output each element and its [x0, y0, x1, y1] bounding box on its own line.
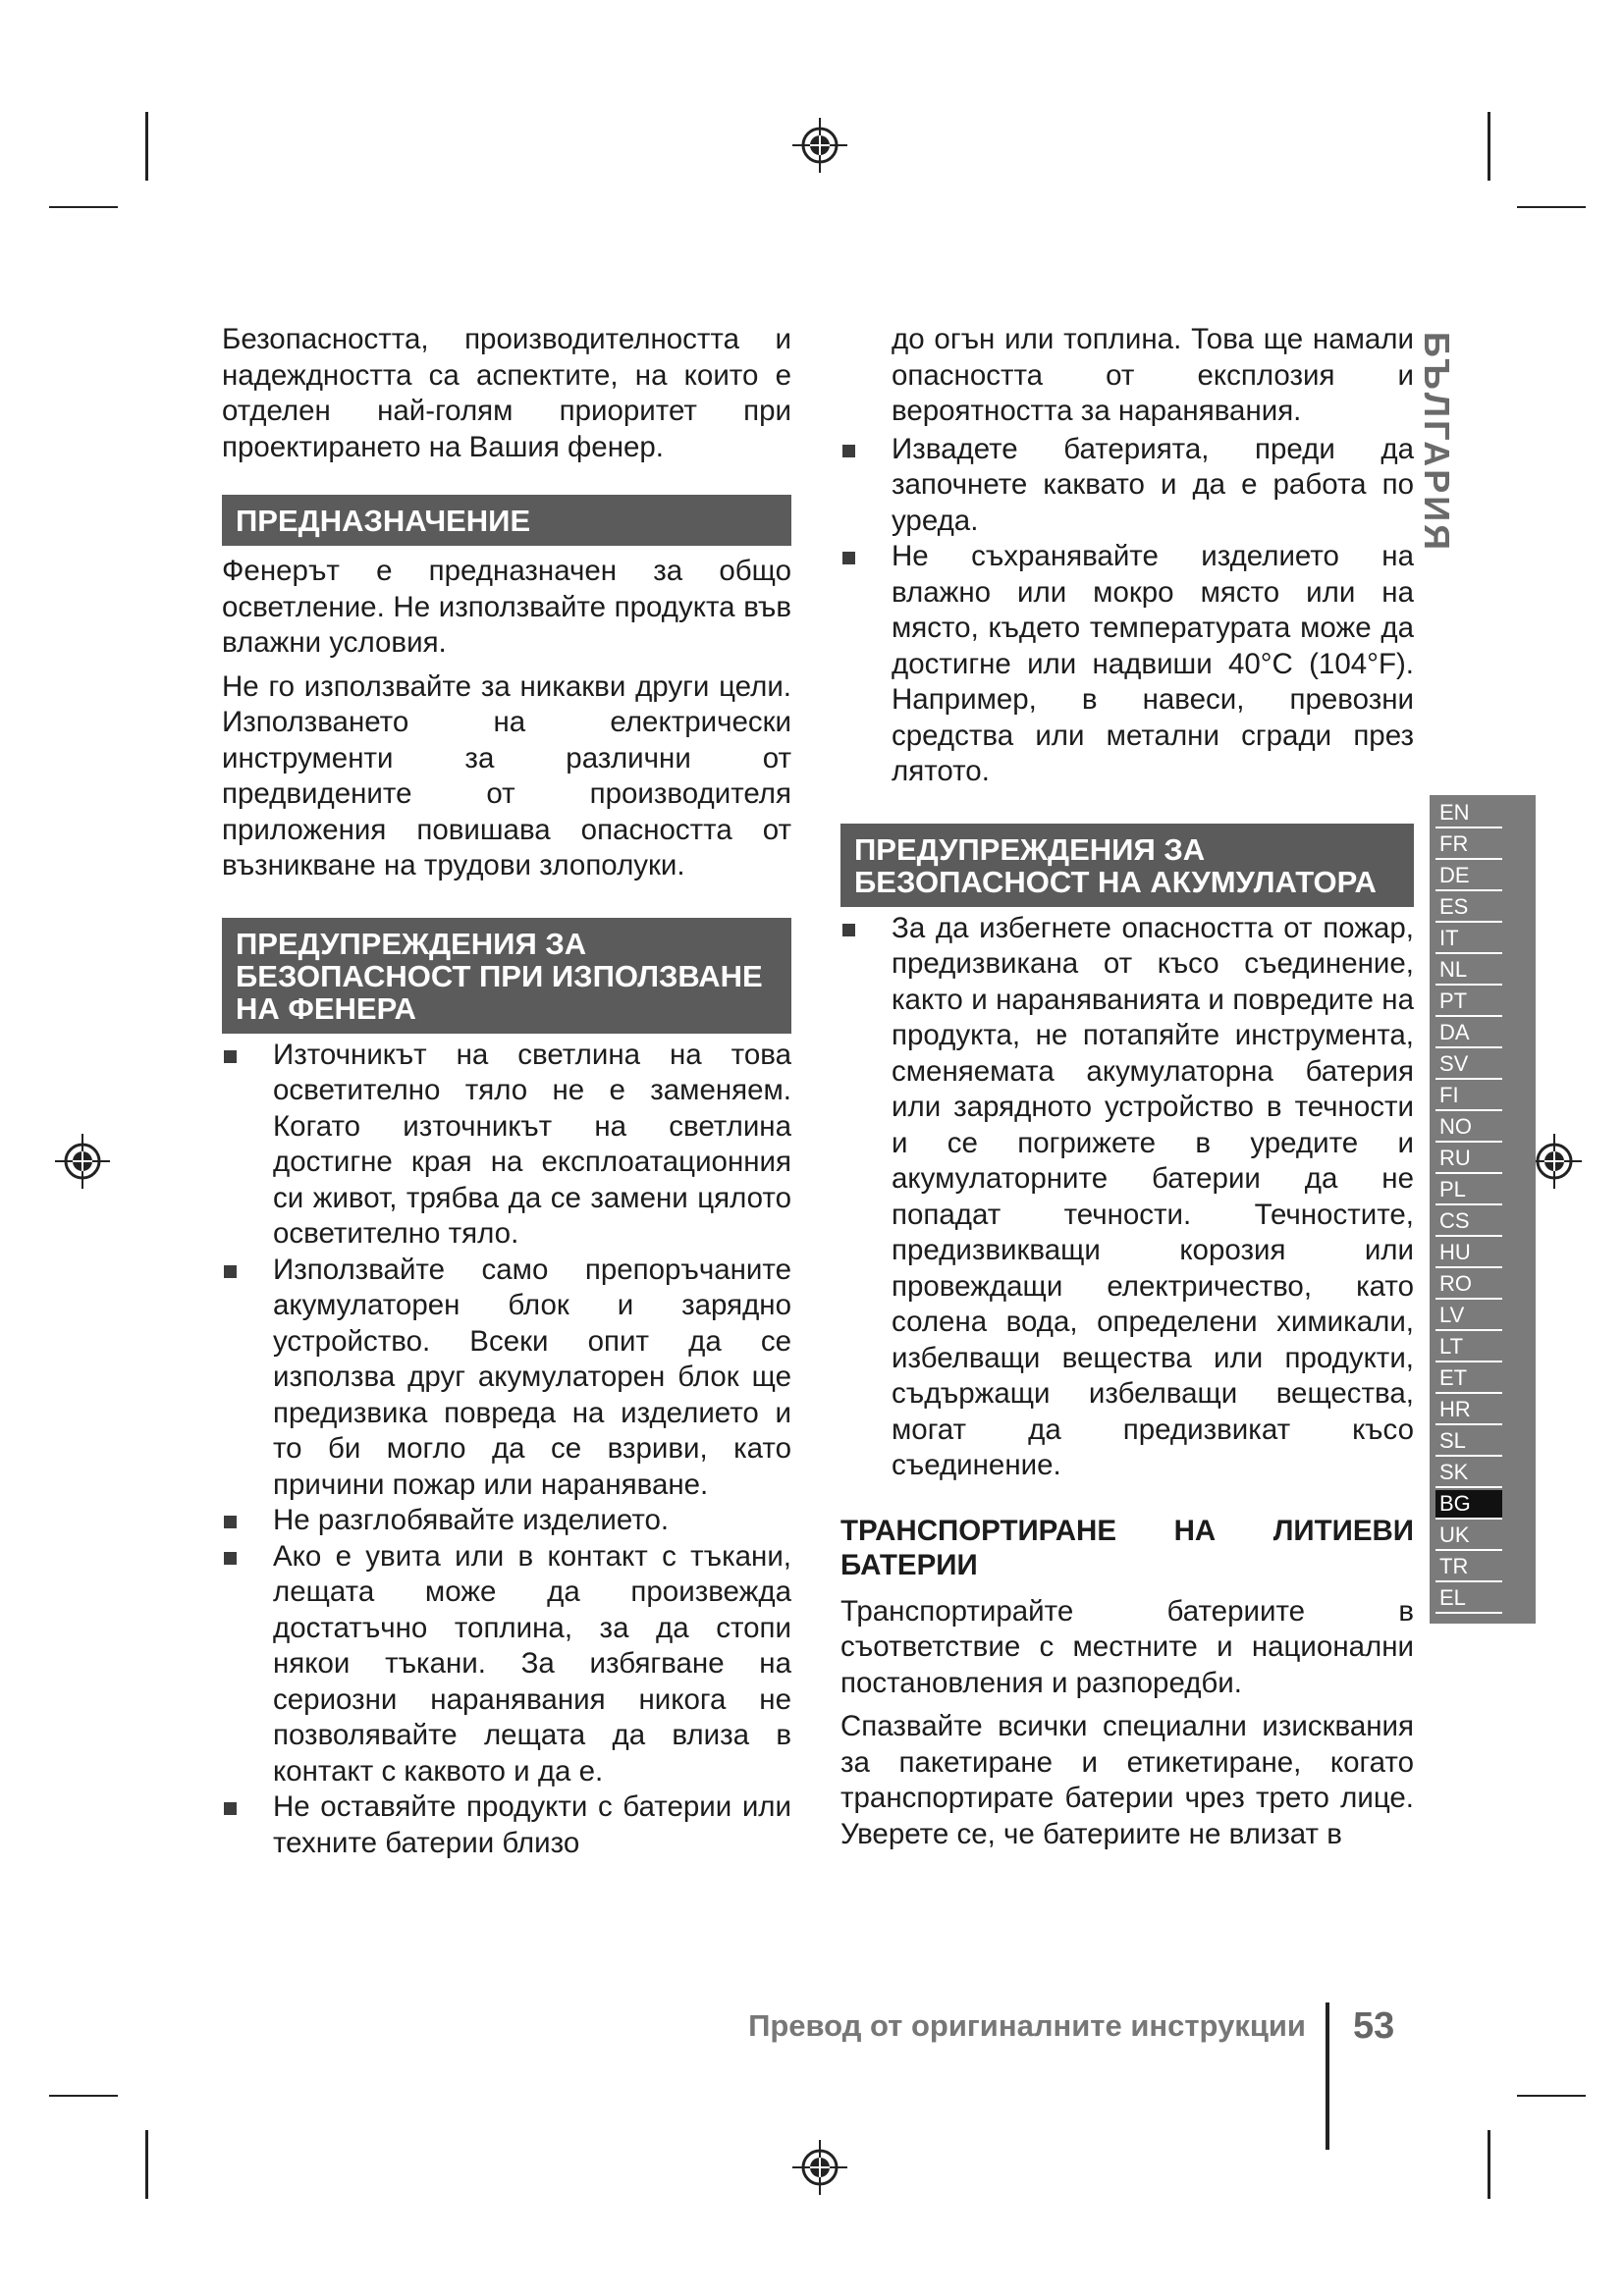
list-item: Използвайте само препоръчаните акумулаторен блок и зарядно устройство. Всеки опит да се използва друг акумулаторен блок ще предизвика повреда на изделието и то би могло да се взриви, като причини пожар или нараняване. [222, 1253, 791, 1504]
language-tab-no: NO [1435, 1113, 1502, 1143]
language-tab-da: DA [1435, 1019, 1502, 1048]
language-tab-lt: LT [1435, 1333, 1502, 1362]
left-column [222, 322, 791, 1861]
language-tab-tr: TR [1435, 1553, 1502, 1582]
crop-mark [145, 112, 148, 181]
section-heading-line: ПРЕДУПРЕЖДЕНИЯ ЗА [236, 926, 587, 961]
footer-divider [1326, 2002, 1329, 2150]
language-tab-sv: SV [1435, 1050, 1502, 1080]
subheading-word: НА [1173, 1514, 1217, 1547]
intro-paragraph: Безопасността, производителността и надеждността са аспектите, на които е отделен най-голям приоритет при проектирането на Вашия фенер. [222, 323, 791, 463]
list-item: Ако е увита или в контакт с тъкани, лещата може да произвежда достатъчно топлина, за да стопи някои тъкани. За избягване на сериозни наранявания никога не позволявайте лещата да влиза в контакт с каквото и да е. [222, 1539, 791, 1790]
crop-mark [49, 206, 118, 208]
list-item: Извадете батерията, преди да започнете каквато и да е работа по уреда. [840, 432, 1414, 540]
language-tab-es: ES [1435, 893, 1502, 923]
registration-mark-icon [53, 1132, 112, 1191]
page-number: 53 [1353, 2005, 1395, 2047]
list-item: Не оставяйте продукти с батерии или техните батерии близо [222, 1789, 791, 1861]
crop-mark [1488, 112, 1490, 181]
side-language-title: БЪЛГАРИЯ [1417, 332, 1457, 553]
language-tab-pt: PT [1435, 988, 1502, 1017]
language-tab-sk: SK [1435, 1459, 1502, 1488]
language-tab-cs: CS [1435, 1207, 1502, 1237]
battery-safety-list [840, 911, 1414, 1484]
language-tab-ro: RO [1435, 1270, 1502, 1300]
crop-mark [1517, 206, 1586, 208]
right-column [840, 322, 1414, 1860]
purpose-paragraph-2: Не го използвайте за никакви други цели. Използването на електрически инструменти за различни от предвидените от производителя приложения повишава опасността от възникване на трудови злополуки. [222, 669, 791, 881]
transport-subheading [840, 1514, 1414, 1582]
purpose-paragraph-1: Фенерът е предназначен за общо осветление. Не използвайте продукта във влажни условия. [222, 555, 791, 659]
footer-translation-note: Превод от оригиналните инструкции [748, 2008, 1306, 2043]
language-tab-el: EL [1435, 1584, 1502, 1614]
language-tab-nl: NL [1435, 956, 1502, 986]
list-item: Не съхранявайте изделието на влажно или мокро място или на място, където температурата може да достигне или надвиши 40°C (104°F). Например, в навеси, превозни средства или метални сгради през лятото. [840, 539, 1414, 790]
language-tab-de: DE [1435, 862, 1502, 891]
list-item: Не разглобявайте изделието. [222, 1503, 791, 1539]
subheading-word: ТРАНСПОРТИРАНЕ [840, 1514, 1117, 1547]
language-tab-fi: FI [1435, 1082, 1502, 1111]
section-heading-line: ПРЕДУПРЕЖДЕНИЯ ЗА [854, 831, 1206, 867]
subheading-word: БАТЕРИИ [840, 1548, 978, 1581]
section-heading-lantern-safety [222, 918, 791, 1034]
continued-paragraph: до огън или топлина. Това ще намали опасността от експлозия и вероятността за наранявания. [892, 323, 1414, 427]
transport-paragraph-1: Транспортирайте батериите в съответствие с местните и национални постановления и разпоредби. [840, 1594, 1414, 1699]
subheading-word: ЛИТИЕВИ [1272, 1514, 1414, 1547]
list-item: За да избегнете опасността от пожар, предизвикана от късо съединение, както и нараняванията и повредите на продукта, не потапяйте инструмента, сменяемата акумулаторна батерия или зарядното устройство в течности и се погрижете в уредите и акумулаторните батерии да не попадат течности. Течностите, предизвикващи корозия или провеждащи електричество, като солена вода, определени химикали, избелващи вещества или продукти, съдържащи избелващи вещества, могат да предизвикат късо съединение. [840, 911, 1414, 1484]
lantern-safety-list [222, 1038, 791, 1862]
crop-mark [1488, 2130, 1490, 2199]
section-heading-battery-safety [840, 824, 1414, 907]
crop-mark [145, 2130, 148, 2199]
storage-safety-list [840, 432, 1414, 790]
language-tab-en: EN [1435, 799, 1502, 828]
language-tab-hr: HR [1435, 1396, 1502, 1425]
crop-mark [49, 2095, 118, 2097]
language-tab-lv: LV [1435, 1302, 1502, 1331]
crop-mark [1517, 2095, 1586, 2097]
language-tab-hu: HU [1435, 1239, 1502, 1268]
registration-mark-icon [790, 2138, 849, 2197]
language-tab-et: ET [1435, 1364, 1502, 1394]
section-heading-line: НА ФЕНЕРА [236, 990, 416, 1026]
language-tab-it: IT [1435, 925, 1502, 954]
list-item: Източникът на светлина на това осветително тяло не е заменяем. Когато източникът на светлина достигне края на експлоатационния си живот, трябва да се замени цялото осветително тяло. [222, 1038, 791, 1253]
section-heading-line: БЕЗОПАСНОСТ ПРИ ИЗПОЛЗВАНЕ [236, 958, 763, 993]
language-tab-pl: PL [1435, 1176, 1502, 1205]
registration-mark-icon [790, 116, 849, 175]
language-index-panel [1430, 795, 1536, 1624]
language-tab-ru: RU [1435, 1145, 1502, 1174]
language-tab-fr: FR [1435, 830, 1502, 860]
section-heading-purpose [222, 495, 791, 546]
section-heading-line: БЕЗОПАСНОСТ НА АКУМУЛАТОРА [854, 864, 1377, 899]
language-tab-uk: UK [1435, 1522, 1502, 1551]
transport-paragraph-2: Спазвайте всички специални изисквания за пакетиране и етикетиране, когато транспортирате батерии чрез трето лице. Уверете се, че батериите не влизат в [840, 1710, 1414, 1850]
section-heading-text: ПРЕДНАЗНАЧЕНИЕ [236, 504, 531, 538]
language-tab-sl: SL [1435, 1427, 1502, 1457]
language-tab-bg: BG [1435, 1490, 1502, 1520]
